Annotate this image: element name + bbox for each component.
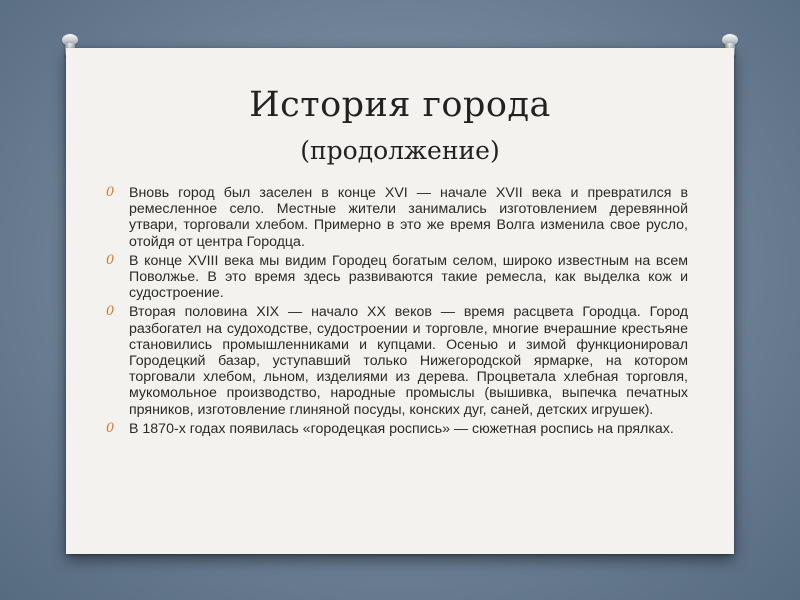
bullet-marker-icon: 0 xyxy=(106,420,115,436)
bullet-list xyxy=(104,185,688,440)
bullet-text: В 1870-х годах появилась «городецкая роспись» — сюжетная роспись на прялках. xyxy=(129,420,674,437)
bullet-text: Вторая половина XIX — начало XX веков — время расцвета Городца. Город разбогател на судоходстве, судостроении и торговле, многие вчерашние крестьяне становились промышленниками и купцами. Осенью и зимой функционировал Городецкий базар, уступавший только Нижегородской ярмарке, на котором торговали хлебом, льном, изделиями из дерева. Процветала хлебная торговля, мукомольное производство, народные промыслы (вышивка, выпечка печатных пряников, изготовление глиняной посуды, конских дуг, саней, детских игрушек). xyxy=(129,304,688,418)
bullet-text: В конце XVIII века мы видим Городец богатым селом, широко известным на всем Поволжье. В это время здесь развиваются такие ремесла, как выделка кож и судостроение. xyxy=(129,252,688,302)
bullet-item xyxy=(104,304,688,417)
bullet-marker-icon: 0 xyxy=(106,304,115,320)
bullet-item xyxy=(104,185,688,250)
bullet-text: Вновь город был заселен в конце XVI — начале XVII века и превратился в ремесленное село. Местные жители занимались изготовлением деревянной утвари, торговали хлебом. Примерно в это же время Волга изменила свое русло, отойдя от центра Городца. xyxy=(129,185,688,250)
bullet-marker-icon: 0 xyxy=(106,252,115,268)
slide-title: История города xyxy=(249,85,551,125)
bullet-marker-icon: 0 xyxy=(106,185,115,200)
bullet-item xyxy=(104,421,688,437)
bullet-item xyxy=(104,253,688,302)
slide-subtitle: (продолжение) xyxy=(300,136,500,165)
